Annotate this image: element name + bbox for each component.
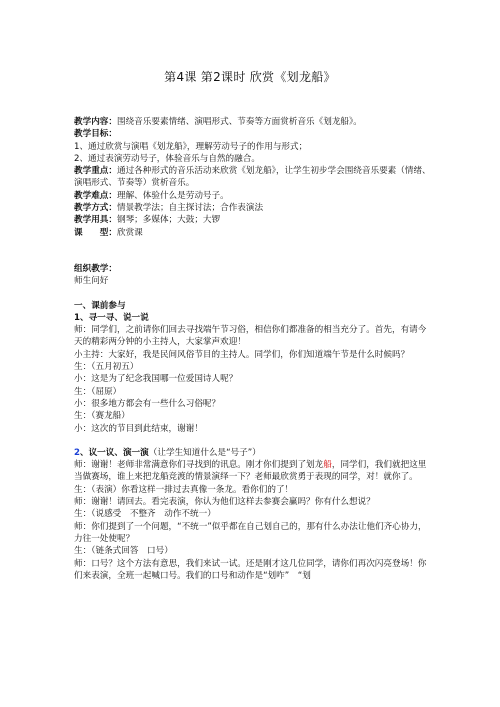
dialogue-line: 小：很多地方都会有一些什么习俗呢？ [74,398,221,409]
meta-line-tools [74,214,434,226]
meta-line-difficulty [74,190,434,202]
org-heading: 组织教学： [74,263,117,274]
spacer [74,435,434,447]
dialogue-line: 师：你们提到了一个问题，“不统一”似乎都在自己划自己的，那有什么办法让他们齐心协力，力往一处使呢？ [74,521,427,544]
meta-line-content [74,116,434,128]
dialogue-line: 生：（链条式回答 口号） [74,546,173,557]
dialogue-line: 生：（五月初五） [74,362,139,373]
page-title: 第4课 第2课时 欣赏《划龙船》 [164,70,336,84]
section1-subheading: 1、寻一寻、说一说 [74,312,149,323]
section2-note: （让学生知道什么是“号子”） [148,447,261,458]
section2-number: 2 [74,447,80,458]
meta-text: 理解、体验什么是劳动号子。 [116,190,229,201]
dialogue-line: 师：同学们，之前请你们回去寻找端午节习俗，相信你们都准备的相当充分了。首先，有请今天的精彩两分钟的小主持人，大家掌声欢迎！ [74,325,427,348]
spacer [74,288,434,300]
dialogue-line: 师：口号？这个方法有意思，我们来试一试。还是刚才这几位同学，请你们再次闪亮登场！你们来表演，全班一起喊口号。我们的口号和动作是“划咋” “划 [74,558,427,581]
meta-line-type [74,227,434,239]
spacer [74,239,434,251]
meta-label: 教学内容： [74,117,117,127]
dialogue-line: 生：（表演）你看这样一排过去真像一条龙。看你们的了！ [74,484,294,495]
dialogue-line: 小：这是为了纪念我国哪一位爱国诗人呢？ [74,374,238,385]
section2-title: 、议一议、演一演 [79,447,149,458]
meta-line-method [74,202,434,214]
dialogue-line: 小主持：大家好，我是民间风俗节目的主持人。同学们，你们知道端午节是什么时候吗？ [74,349,410,360]
meta-label: 教学目标： [74,129,117,140]
meta-label: 教学用具： [74,215,117,226]
goal-line: 2、通过表演劳动号子，体验音乐与自然的融合。 [74,153,260,164]
meta-text: 情景教学法；自主探讨法；合作表演法 [116,203,264,214]
section1-heading: 一、课前参与 [74,300,126,311]
dialogue-line [74,459,434,484]
dialogue-line: 生：（赛龙船） [74,411,130,422]
dialogue-line: 生：（屈原） [74,386,122,397]
section2-heading [74,447,434,459]
meta-label: 课 型： [74,227,117,238]
meta-text: 欣赏课 [116,227,143,238]
meta-text: 通过各种形式的音乐活动来欣赏《划龙船》，让学生初步学会围绕音乐要素（情绪、演唱形式、节奏等）赏析音乐。 [74,166,431,189]
meta-text: 围绕音乐要素情绪、演唱形式、节奏等方面赏析音乐《划龙船》。 [116,117,362,127]
dialogue-line: 师：谢谢！请回去。看完表演，你认为他们这样去参赛会赢吗？你有什么想说？ [74,497,375,508]
dialogue-text: ，同学们，我们就把这里当做赛场，谁上来把龙船竞渡的情景演绎一下？老师最欣赏勇于表现的同学，对！就你了。 [74,460,427,483]
meta-label: 教学难点： [74,190,117,201]
spacer [74,251,434,263]
meta-text: 钢琴；多媒体；大鼓；大锣 [116,215,221,226]
meta-line-focus [74,165,434,190]
goal-line: 1、通过欣赏与演唱《划龙船》，理解劳动号子的作用与形式； [74,141,308,152]
lesson-content [74,116,434,582]
dialogue-line: 小：这次的节目到此结束，谢谢！ [74,423,203,434]
meta-line-goals [74,128,434,140]
meta-label: 教学重点： [74,166,117,177]
highlighted-text: 船 [323,460,332,471]
dialogue-text: 师：谢谢！老师非常满意你们寻找到的讯息。刚才你们提到了划龙 [74,460,324,471]
org-text: 师生问好 [74,276,109,287]
dialogue-line: 生：（说感受 不整齐 动作不统一） [74,509,216,520]
meta-label: 教学方式： [74,203,117,214]
